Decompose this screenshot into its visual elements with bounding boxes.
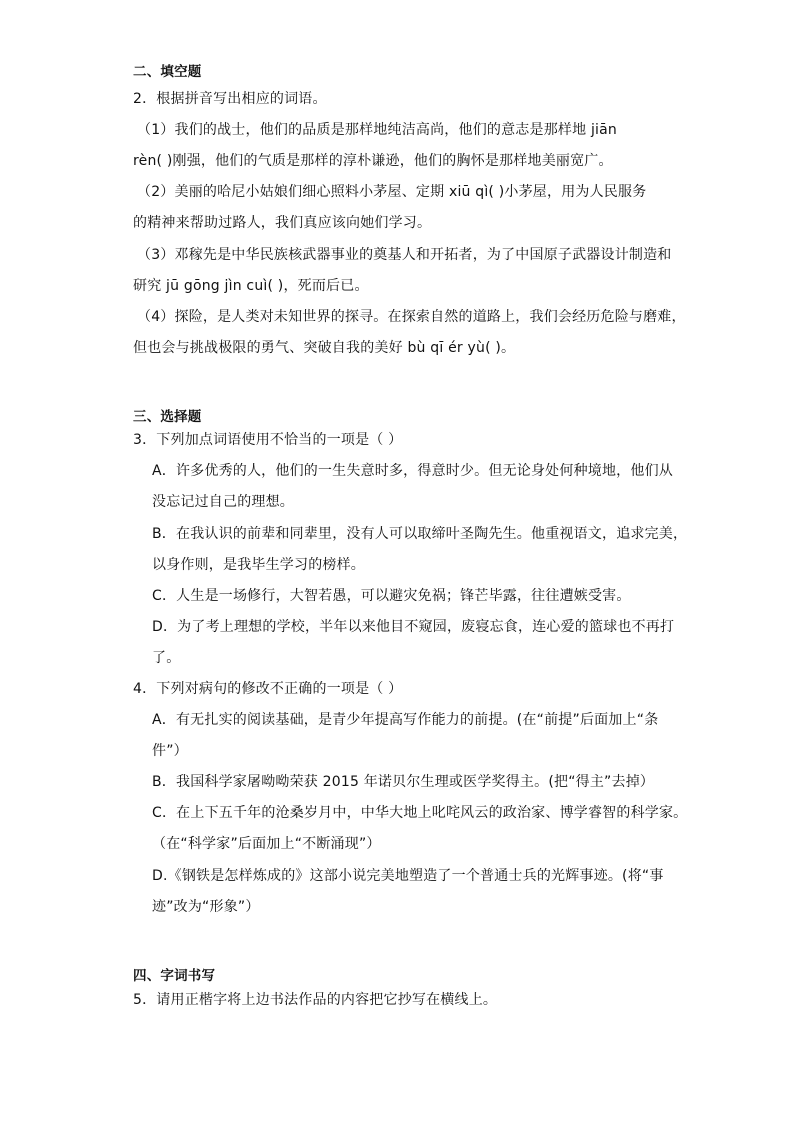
question-4-option-d-line-2: 迹”改为“形象”） xyxy=(152,899,260,915)
question-3-option-b-line-2: 以身作则，是我毕生学习的榜样。 xyxy=(152,557,365,573)
question-2-item-4-line-2: 但也会与挑战极限的勇气、突破自我的美好 bù qī ér yù( )。 xyxy=(133,340,516,356)
question-4-option-b-line-1: B．我国科学家屠呦呦荣获 2015 年诺贝尔生理或医学奖得主。(把“得主”去掉） xyxy=(152,774,655,790)
question-2-item-4-line-1: （4）探险，是人类对未知世界的探寻。在探索自然的道路上，我们会经历危险与磨难， xyxy=(137,309,686,325)
question-2-stem: 2．根据拼音写出相应的词语。 xyxy=(133,91,327,107)
question-2-item-2-line-1: （2）美丽的哈尼小姑娘们细心照料小茅屋、定期 xiū qì( )小茅屋，用为人民服务 xyxy=(137,184,647,200)
question-3-option-d-line-1: D．为了考上理想的学校，半年以来他目不窥园，废寝忘食，连心爱的篮球也不再打 xyxy=(152,619,675,635)
question-3-stem: 3．下列加点词语使用不恰当的一项是（ ） xyxy=(133,432,403,448)
question-3-option-b-line-1: B．在我认识的前辈和同辈里，没有人可以取缔叶圣陶先生。他重视语文，追求完美， xyxy=(152,526,688,542)
question-2-item-1-line-2: rèn( )刚强，他们的气质是那样的淳朴谦逊，他们的胸怀是那样地美丽宽广。 xyxy=(133,153,613,169)
question-2-item-3-line-2: 研究 jū gōng jìn cuì( )，死而后已。 xyxy=(133,278,369,294)
question-3-option-d-line-2: 了。 xyxy=(152,650,181,666)
question-4-stem: 4．下列对病句的修改不正确的一项是（ ） xyxy=(133,681,403,697)
question-4-option-c-line-1: C．在上下五千年的沧桑岁月中，中华大地上叱咤风云的政治家、博学睿智的科学家。 xyxy=(152,805,688,821)
question-2-item-3-line-1: （3）邓稼先是中华民族核武器事业的奠基人和开拓者，为了中国原子武器设计制造和 xyxy=(137,247,672,263)
question-2-item-2-line-2: 的精神来帮助过路人，我们真应该向她们学习。 xyxy=(133,215,432,231)
question-2-item-1-line-1: （1）我们的战士，他们的品质是那样地纯洁高尚，他们的意志是那样地 jiān xyxy=(137,122,617,138)
question-3-option-c-line-1: C．人生是一场修行，大智若愚，可以避灾免祸；锋芒毕露，往往遭嫉受害。 xyxy=(152,588,631,604)
question-5-stem: 5．请用正楷字将上边书法作品的内容把它抄写在横线上。 xyxy=(133,992,498,1008)
section-heading-fill: 二、填空题 xyxy=(133,64,202,80)
section-heading-writing: 四、字词书写 xyxy=(133,968,216,984)
question-4-option-d-line-1: D.《钢铁是怎样炼成的》这部小说完美地塑造了一个普通士兵的光辉事迹。(将“事 xyxy=(152,868,664,884)
question-3-option-a-line-1: A．许多优秀的人，他们的一生失意时多，得意时少。但无论身处何种境地，他们从 xyxy=(152,463,673,479)
question-3-option-a-line-2: 没忘记过自己的理想。 xyxy=(152,494,294,510)
question-4-option-a-line-1: A．有无扎实的阅读基础，是青少年提高写作能力的前提。(在“前提”后面加上“条 xyxy=(152,712,659,728)
section-heading-choice: 三、选择题 xyxy=(133,409,202,425)
question-4-option-a-line-2: 件”） xyxy=(152,743,188,759)
question-4-option-c-line-2: （在“科学家”后面加上“不断涌现”） xyxy=(152,836,381,852)
